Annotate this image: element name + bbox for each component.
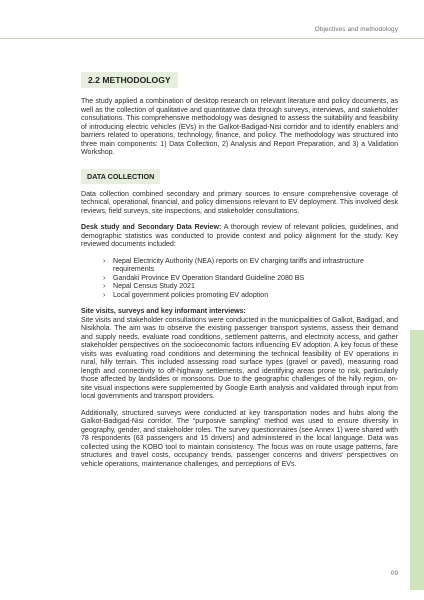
data-collection-intro: Data collection combined secondary and primary sources to ensure comprehensive coverage of technical, operational, financial, and policy dimensions relevant to EV deployment. This involved desk reviews, field surveys, site inspections, and stakeholder consultations. [81, 190, 398, 215]
bullet-chevron-icon: › [103, 283, 106, 290]
reviewed-documents-list [81, 258, 398, 301]
list-item: › Local government policies promoting EV adoption [103, 291, 269, 299]
header-divider [0, 38, 424, 39]
desk-study-text: A thorough review of relevant policies, guidelines, and demographic statistics was conducted to provide context and policy alignment for the study. Key reviewed documents included: [81, 224, 398, 248]
list-item: › Gandaki Province EV Operation Standard Guideline 2080 BS [103, 274, 305, 282]
page-number: 09 [390, 570, 398, 577]
bullet-chevron-icon: › [103, 291, 106, 299]
intro-paragraph: The study applied a combination of desktop research on relevant literature and policy documents, as well as the collection of qualitative and quantitative data through surveys, interviews, and stakeholder consultations. This comprehensive methodology was designed to assess the suitability and feasibility of introducing electric vehicles (EVs) in the Galkot-Badigad-Nisi corridor and to identify enablers and barriers related to operations, technology, finance, and policy. The methodology was structured into three main components: 1) Data Collection, 2) Analysis and Report Preparation, and 3) a Validation Workshop. [81, 98, 398, 156]
data-collection-title: DATA COLLECTION [81, 169, 160, 184]
list-item: › Nepal Census Study 2021 [103, 283, 195, 290]
chapter-side-tab [410, 330, 424, 590]
list-item: › Nepal Electricity Authority (NEA) reports on EV charging tariffs and infrastructure requirements [103, 257, 364, 273]
page-body [81, 70, 398, 477]
surveys-paragraph: Additionally, structured surveys were conducted at key transportation nodes and hubs along the Galkot-Badigad-Nisi corridor. The “purposive sampling” method was used to ensure diversity in geography, gender, and stakeholder roles. The survey questionnaires (see Annex 1) were shared with 78 respondents (63 passengers and 15 drivers) and administered in the local language. Data was collected using the KOBO tool to maintain consistency. The focus was on route usage patterns, fare structures and travel costs, occupancy trends, passenger concerns and drivers’ perspectives on vehicle operations, maintenance challenges, and perceptions of EVs. [81, 409, 398, 468]
bullet-chevron-icon: › [103, 274, 106, 282]
desk-study-paragraph [81, 224, 398, 250]
site-visits-paragraph: Site visits and stakeholder consultations were conducted in the municipalities of Galkot, Badigad, and Nisikhola. The aim was to observe the existing passenger transport systems, assess their demand and supply needs, evaluate road conditions, settlement patterns, and electricity access, and gather stakeholder perspectives on the socioeconomic factors influencing EV adoption. A key focus of these visits was evaluating road conditions and determining the technical feasibility of EV operations in rural, hilly terrain. This included assessing road surface types (gravel or paved), measuring road length and connectivity to off-highway settlements, and identifying areas prone to risk, particularly those affected by landslides or monsoons. Due to the geographic challenges of the hilly region, on-site visual inspections were supplemented by Google Earth analysis and validated through input from local governments and transport providers. [81, 316, 398, 400]
desk-study-lead: Desk study and Secondary Data Review: [81, 224, 222, 231]
section-title: 2.2 METHODOLOGY [81, 72, 178, 88]
site-visits-title: Site visits, surveys and key informant interviews: [81, 308, 246, 315]
running-header: Objectives and methodology [314, 26, 398, 33]
bullet-chevron-icon: › [103, 257, 106, 265]
